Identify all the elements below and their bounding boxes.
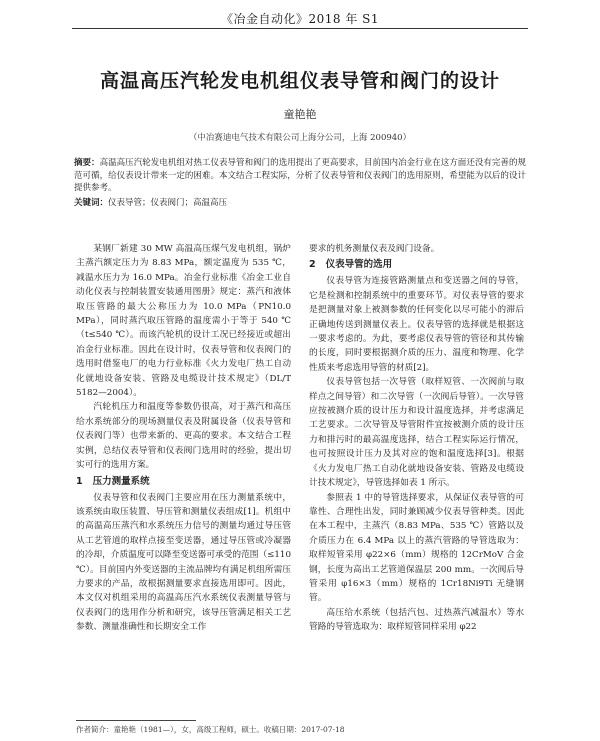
- header-rule: [72, 28, 528, 29]
- author-affiliation: （中冶赛迪电气技术有限公司上海分公司，上海 200940）: [188, 133, 412, 143]
- keywords: [74, 197, 526, 210]
- article-author: 童艳艳: [283, 108, 317, 121]
- abstract: [74, 157, 526, 195]
- keywords-text: 仪表导管；仪表阀门；高温高压: [108, 197, 228, 208]
- body-paragraph: 仪表导管为连接管路测量点和变送器之间的导管，它是检测和控制系统中的重要环节。对仪表导管的要求是把测量对象上被测参数的任何变化以尽可能小的滞后正确地传送到测量仪表上。仪表导管的选择就是根据这一要求考虑的。为此，要考虑仪表导管的管径和其传输的长度，同时要根据测介质的压力、温度和物理、化学性质来考虑选用导管的材质[2]。: [309, 276, 524, 373]
- body-paragraph: 仪表导管和仪表阀门主要应用在压力测量系统中，该系统由取压装置、导压管和测量仪表组成[1]。机组中的高温高压蒸汽和水系统压力信号的测量均通过导压管从工艺管道的取样点接至变送器，通过导压管或冷凝器的冷却，介质温度可以降至变送器可承受的范围（≤110 ℃）。目前国内外变送器的主流品牌均有满足机组所需压力要求的产品，故根据测量要求直接选用即可。因此，本文仅对机组采用的高温高压汽水系统仪表测量导管与仪表阀门的选用作分析和研究，该导压管满足相关工艺参数、测量准确性和长期安全工作: [76, 492, 291, 633]
- body-paragraph: 仪表导管包括一次导管（取样短管、一次阀前与取样点之间导管）和二次导管（一次阀后导管）。一次导管应按被测介质的设计压力和设计温度选择，并考虑满足工艺要求。二次导管及导管附件宜按被测介质的设计压力和排污时的最高温度选择，结合工程实际运行情况，也可按照设计压力及其对应的饱和温度选择[3]。根据《火力发电厂热工自动化就地设备安装、管路及电缆设计技术规定》，导管选择如表 1 所示。: [309, 377, 524, 489]
- section-heading-2: [309, 256, 524, 274]
- article-title: 高温高压汽轮发电机组仪表导管和阀门的设计: [99, 70, 500, 92]
- section-number: 2: [309, 259, 316, 271]
- body-paragraph: 要求的机务测量仪表及阀门设备。: [309, 244, 440, 254]
- author-footnote: 作者简介：童艳艳（1981—），女，高级工程师，硕士。收稿日期：2017-07-18: [76, 725, 345, 734]
- running-header: 《冶金自动化》2018 年 S1: [220, 12, 380, 26]
- keywords-label: 关键词：: [74, 197, 109, 208]
- body-paragraph: 高压给水系统（包括汽包、过热蒸汽减温水）等水管路的导管选取为：取样短管同样采用 φ22: [309, 607, 524, 633]
- section-heading-1: [76, 473, 291, 491]
- body-paragraph: 参照表 1 中的导管选择要求，从保证仪表导管的可靠性、合理性出发，同时兼顾减少仪表导管种类。因此在本工程中，主蒸汽（8.83 MPa、535 ℃）管路以及介质压力在 6.4 MPa 以上的蒸汽管路的导管选取为：取样短管采用 φ22×6（mm）规格的 12CrMoV 合金钢，长度为高出工艺管道保温层 200 mm。一次阀后导管采用 φ16×3（mm）规格的 1Cr18Ni9Ti 无缝钢管。: [309, 492, 524, 604]
- abstract-block: [74, 157, 526, 209]
- section-title: 仪表导管的选用: [325, 259, 393, 271]
- section-number: 1: [76, 475, 83, 487]
- body-paragraph: 汽轮机压力和温度等参数仍很高，对于蒸汽和高压给水系统部分的现场测量仪表及附属设备（仪表导管和仪表阀门等）也带来新的、更高的要求。本文结合工程实例，总结仪表导管和仪表阀门选用时的经验，提出切实可行的选用方案。: [76, 402, 291, 471]
- abstract-text: 高温高压汽轮发电机组对热工仪表导管和阀门的选用提出了更高要求，目前国内冶金行业在这方面还没有完善的规范可循，给仪表设计带来一定的困难。本文结合工程实际，分析了仪表导管和仪表阀门的选用原则，希望能为以后的设计提供参考。: [74, 158, 526, 193]
- body-column-right: [309, 242, 524, 635]
- body-column-left: [76, 242, 291, 635]
- body-paragraph: 某钢厂新建 30 MW 高温高压煤气发电机组，锅炉主蒸汽额定压力为 8.83 MPa，额定温度为 535 ℃，减温水压力为 16.0 MPa。冶金行业标准《冶金工业自动化仪表与控制装置安装通用图册》规定：蒸汽和液体取压管路的最大公称压力为 10.0 MPa（PN10.0 MPa），同时蒸汽取压管路的温度需小于等于 540 ℃（t≤540 ℃）。而该汽轮机的设计工况已经接近或超出冶金行业标准。因此在设计时，仪表导管和仪表阀门的选用时借鉴电厂的电力行业标准《火力发电厂热工自动化就地设备安装、管路及电缆设计技术规定》（DL/T 5182—2004）。: [76, 244, 291, 399]
- footnote-rule: [76, 720, 196, 721]
- section-title: 压力测量系统: [92, 475, 150, 487]
- abstract-label: 摘要：: [74, 158, 100, 168]
